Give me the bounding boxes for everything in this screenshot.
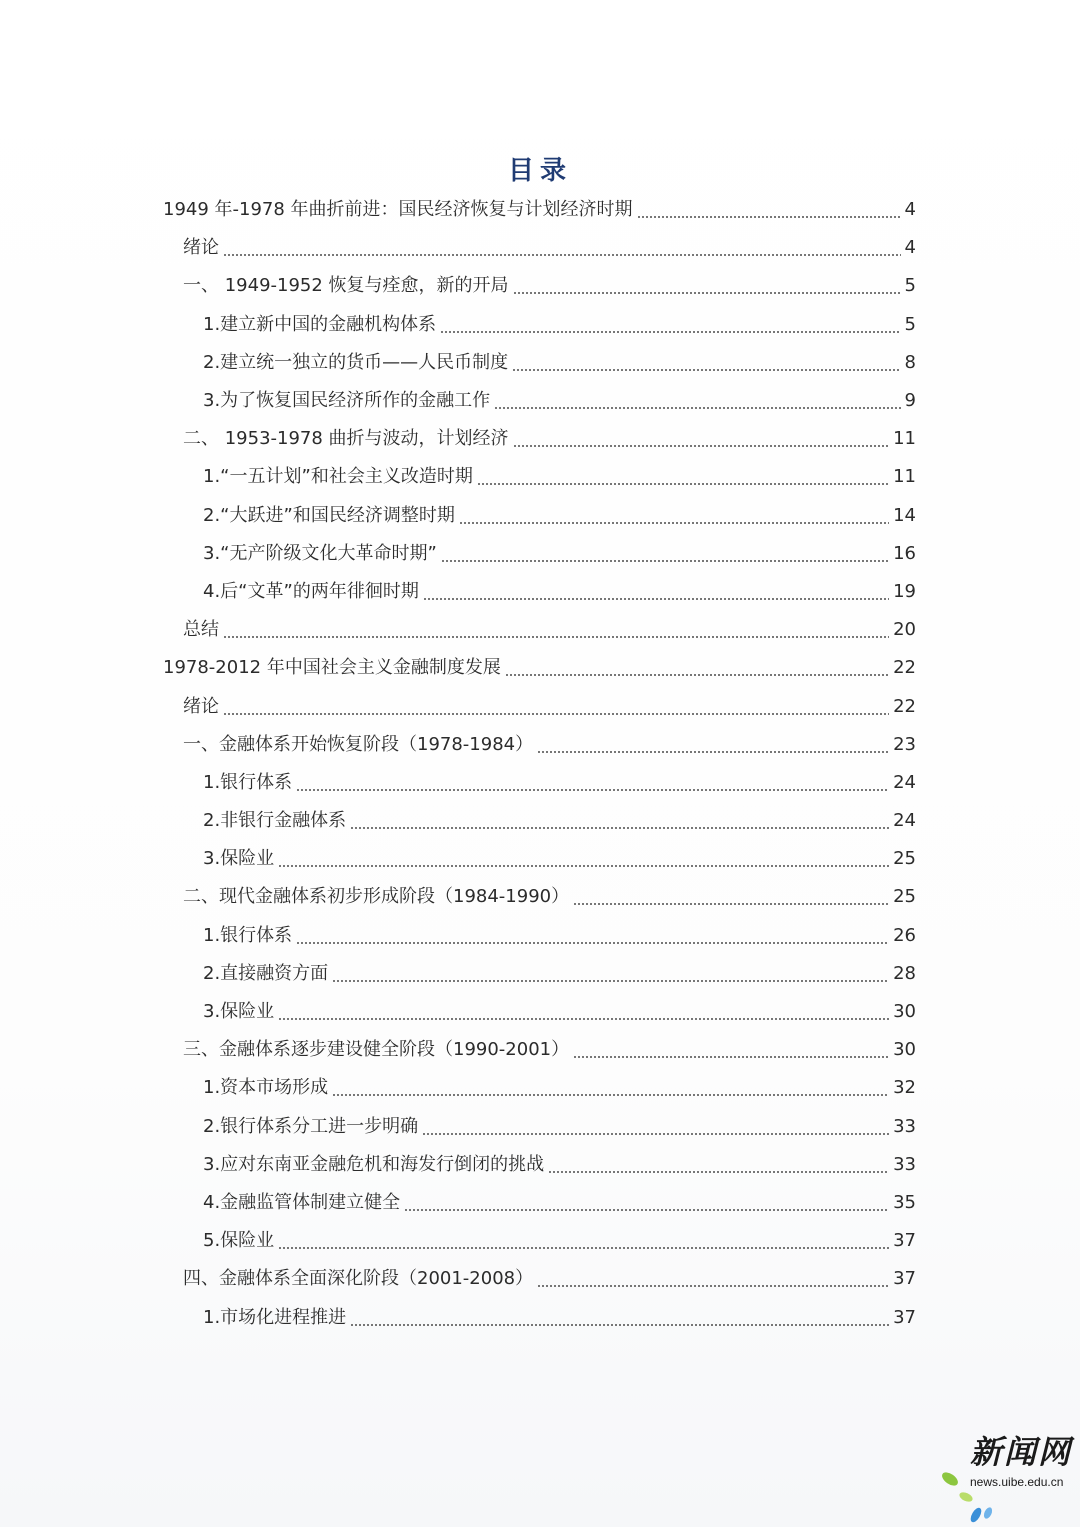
toc-entry-text: 2.建立统一独立的货币——人民币制度 bbox=[203, 351, 509, 373]
toc-page-number: 28 bbox=[893, 962, 916, 984]
toc-entry[interactable] bbox=[163, 382, 916, 420]
toc-entry-text: 绪论 bbox=[183, 695, 219, 717]
toc-entry[interactable] bbox=[163, 764, 916, 802]
toc-dot-leader bbox=[422, 1133, 889, 1135]
toc-page-number: 24 bbox=[893, 771, 916, 793]
toc-page-number: 23 bbox=[893, 733, 916, 755]
toc-entry-text: 3.“无产阶级文化大革命时期” bbox=[203, 542, 437, 564]
toc-entry-text: 3.应对东南亚金融危机和海发行倒闭的挑战 bbox=[203, 1153, 545, 1175]
toc-dot-leader bbox=[296, 942, 889, 944]
toc-entry[interactable] bbox=[163, 1222, 916, 1260]
toc-page-number: 35 bbox=[893, 1191, 916, 1213]
toc-dot-leader bbox=[223, 254, 901, 256]
toc-entry-text: 2.银行体系分工进一步明确 bbox=[203, 1115, 419, 1137]
toc-entry-text: 1.建立新中国的金融机构体系 bbox=[203, 313, 437, 335]
toc-entry-text: 3.为了恢复国民经济所作的金融工作 bbox=[203, 390, 491, 412]
toc-dot-leader bbox=[404, 1209, 889, 1211]
toc-page-number: 8 bbox=[904, 351, 916, 373]
toc-entry[interactable] bbox=[163, 267, 916, 305]
toc-dot-leader bbox=[423, 598, 889, 600]
toc-entry-text: 4.金融监管体制建立健全 bbox=[203, 1191, 401, 1213]
toc-page-number: 16 bbox=[893, 542, 916, 564]
toc-entry[interactable] bbox=[163, 573, 916, 611]
toc-entry-text: 2.直接融资方面 bbox=[203, 962, 329, 984]
toc-entry-text: 1.市场化进程推进 bbox=[203, 1306, 347, 1328]
toc-dot-leader bbox=[278, 865, 889, 867]
toc-entry[interactable] bbox=[163, 420, 916, 458]
toc-dot-leader bbox=[513, 292, 901, 294]
toc-entry[interactable] bbox=[163, 726, 916, 764]
toc-entry-text: 2.“大跃进”和国民经济调整时期 bbox=[203, 504, 455, 526]
toc-entry-text: 总结 bbox=[183, 619, 219, 641]
toc-entry[interactable] bbox=[163, 1260, 916, 1298]
toc-entry[interactable] bbox=[163, 191, 916, 229]
toc-dot-leader bbox=[332, 980, 889, 982]
toc-dot-leader bbox=[459, 522, 889, 524]
toc-entry[interactable] bbox=[163, 840, 916, 878]
toc-entry[interactable] bbox=[163, 1184, 916, 1222]
toc-entry-text: 1.资本市场形成 bbox=[203, 1077, 329, 1099]
toc-dot-leader bbox=[350, 827, 889, 829]
toc-page-number: 4 bbox=[904, 199, 916, 221]
toc-dot-leader bbox=[350, 1324, 889, 1326]
toc-entry[interactable] bbox=[163, 917, 916, 955]
toc-page-number: 19 bbox=[893, 580, 916, 602]
toc-page-number: 33 bbox=[893, 1153, 916, 1175]
toc-page-number: 20 bbox=[893, 619, 916, 641]
toc-page-number: 11 bbox=[893, 466, 916, 488]
toc-page-number: 30 bbox=[893, 1001, 916, 1023]
toc-list bbox=[163, 191, 916, 1337]
toc-entry-text: 2.非银行金融体系 bbox=[203, 810, 347, 832]
toc-dot-leader bbox=[332, 1094, 889, 1096]
toc-page-number: 25 bbox=[893, 886, 916, 908]
toc-page-number: 11 bbox=[893, 428, 916, 450]
toc-entry[interactable] bbox=[163, 458, 916, 496]
toc-page-number: 33 bbox=[893, 1115, 916, 1137]
toc-entry-text: 5.保险业 bbox=[203, 1230, 275, 1252]
toc-entry[interactable] bbox=[163, 1146, 916, 1184]
toc-entry[interactable] bbox=[163, 1298, 916, 1336]
toc-dot-leader bbox=[513, 445, 890, 447]
toc-entry-text: 一、 1949-1952 恢复与痊愈，新的开局 bbox=[183, 275, 509, 297]
toc-entry[interactable] bbox=[163, 306, 916, 344]
toc-page-number: 32 bbox=[893, 1077, 916, 1099]
toc-entry-text: 3.保险业 bbox=[203, 848, 275, 870]
toc-entry-text: 四、金融体系全面深化阶段（2001-2008） bbox=[183, 1268, 534, 1290]
toc-dot-leader bbox=[512, 369, 900, 371]
toc-dot-leader bbox=[548, 1171, 889, 1173]
toc-entry[interactable] bbox=[163, 1069, 916, 1107]
toc-dot-leader bbox=[223, 713, 889, 715]
toc-entry[interactable] bbox=[163, 611, 916, 649]
toc-entry[interactable] bbox=[163, 344, 916, 382]
toc-entry[interactable] bbox=[163, 955, 916, 993]
watermark bbox=[936, 1427, 1076, 1523]
toc-dot-leader bbox=[505, 674, 889, 676]
toc-entry-text: 一、金融体系开始恢复阶段（1978-1984） bbox=[183, 733, 534, 755]
toc-entry-text: 1949 年-1978 年曲折前进：国民经济恢复与计划经济时期 bbox=[163, 199, 633, 221]
toc-entry-text: 1.“一五计划”和社会主义改造时期 bbox=[203, 466, 473, 488]
toc-entry[interactable] bbox=[163, 1031, 916, 1069]
toc-dot-leader bbox=[573, 1056, 889, 1058]
toc-entry-text: 1.银行体系 bbox=[203, 924, 293, 946]
toc-entry-text: 4.后“文革”的两年徘徊时期 bbox=[203, 580, 419, 602]
toc-page-number: 4 bbox=[904, 237, 916, 259]
toc-dot-leader bbox=[223, 636, 889, 638]
toc-entry-text: 二、 1953-1978 曲折与波动，计划经济 bbox=[183, 428, 509, 450]
toc-dot-leader bbox=[296, 789, 889, 791]
toc-entry-text: 绪论 bbox=[183, 237, 219, 259]
toc-entry[interactable] bbox=[163, 497, 916, 535]
toc-entry[interactable] bbox=[163, 229, 916, 267]
toc-entry[interactable] bbox=[163, 993, 916, 1031]
toc-entry-text: 3.保险业 bbox=[203, 1001, 275, 1023]
toc-page-number: 37 bbox=[893, 1306, 916, 1328]
toc-entry-text: 三、金融体系逐步建设健全阶段（1990-2001） bbox=[183, 1039, 570, 1061]
toc-entry[interactable] bbox=[163, 878, 916, 916]
toc-dot-leader bbox=[494, 407, 900, 409]
watermark-logo-text: 新闻网 bbox=[970, 1433, 1073, 1471]
toc-page-number: 24 bbox=[893, 810, 916, 832]
toc-entry-text: 1.银行体系 bbox=[203, 771, 293, 793]
toc-page-number: 22 bbox=[893, 695, 916, 717]
toc-page-number: 22 bbox=[893, 657, 916, 679]
toc-dot-leader bbox=[637, 216, 901, 218]
toc-dot-leader bbox=[278, 1247, 889, 1249]
toc-page-number: 25 bbox=[893, 848, 916, 870]
toc-entry-text: 1978-2012 年中国社会主义金融制度发展 bbox=[163, 657, 501, 679]
toc-page-number: 37 bbox=[893, 1268, 916, 1290]
toc-entry-text: 二、现代金融体系初步形成阶段（1984-1990） bbox=[183, 886, 570, 908]
toc-page-number: 26 bbox=[893, 924, 916, 946]
toc-dot-leader bbox=[537, 751, 889, 753]
toc-dot-leader bbox=[441, 560, 889, 562]
toc-title: 目录 bbox=[507, 156, 572, 186]
toc-page-number: 37 bbox=[893, 1230, 916, 1252]
toc-entry[interactable] bbox=[163, 687, 916, 725]
toc-page-number: 30 bbox=[893, 1039, 916, 1061]
watermark-url: news.uibe.edu.cn bbox=[970, 1475, 1064, 1489]
toc-dot-leader bbox=[537, 1285, 889, 1287]
toc-dot-leader bbox=[477, 483, 889, 485]
toc-page-number: 14 bbox=[893, 504, 916, 526]
toc-page-number: 9 bbox=[904, 390, 916, 412]
toc-page-number: 5 bbox=[904, 313, 916, 335]
toc-page-number: 5 bbox=[904, 275, 916, 297]
toc-entry[interactable] bbox=[163, 1108, 916, 1146]
toc-dot-leader bbox=[440, 331, 900, 333]
toc-dot-leader bbox=[278, 1018, 889, 1020]
toc-dot-leader bbox=[573, 903, 889, 905]
toc-entry[interactable] bbox=[163, 649, 916, 687]
toc-entry[interactable] bbox=[163, 802, 916, 840]
toc-entry[interactable] bbox=[163, 535, 916, 573]
